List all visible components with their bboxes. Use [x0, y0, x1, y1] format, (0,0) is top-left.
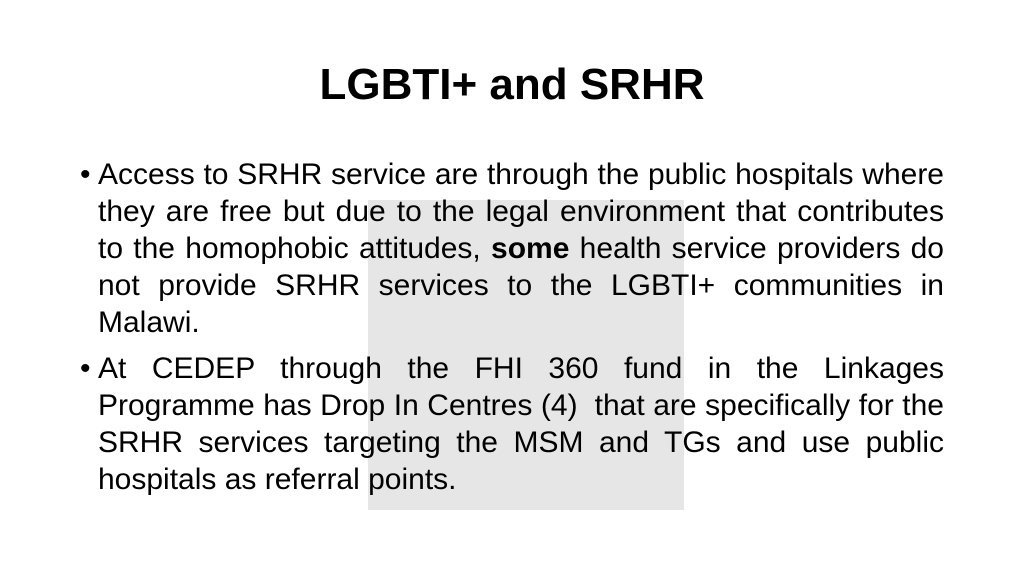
- bullet-list: [80, 156, 953, 507]
- bullet-text: [98, 158, 944, 339]
- bullet-text: At CEDEP through the FHI 360 fund in the Linkages Programme has Drop In Centres (4) that are specifically for the SRHR services targeting the MSM and TGs and use public hospitals as referral points.: [98, 352, 953, 496]
- bullet-text-after: health service providers do not provide SRHR services to the LGBTI+ communities in Malawi.: [98, 232, 944, 339]
- bullet-icon: •: [80, 352, 91, 385]
- slide-title: LGBTI+ and SRHR: [319, 60, 705, 109]
- bullet-item: [80, 156, 944, 341]
- bullet-text-before: Access to SRHR service are through the public hospitals where they are free but due to the legal environment that contributes to the homophobic attitudes,: [98, 158, 944, 265]
- bullet-icon: •: [80, 158, 91, 191]
- bullet-item: [80, 350, 953, 498]
- bullet-text-emphasis: some: [491, 232, 570, 265]
